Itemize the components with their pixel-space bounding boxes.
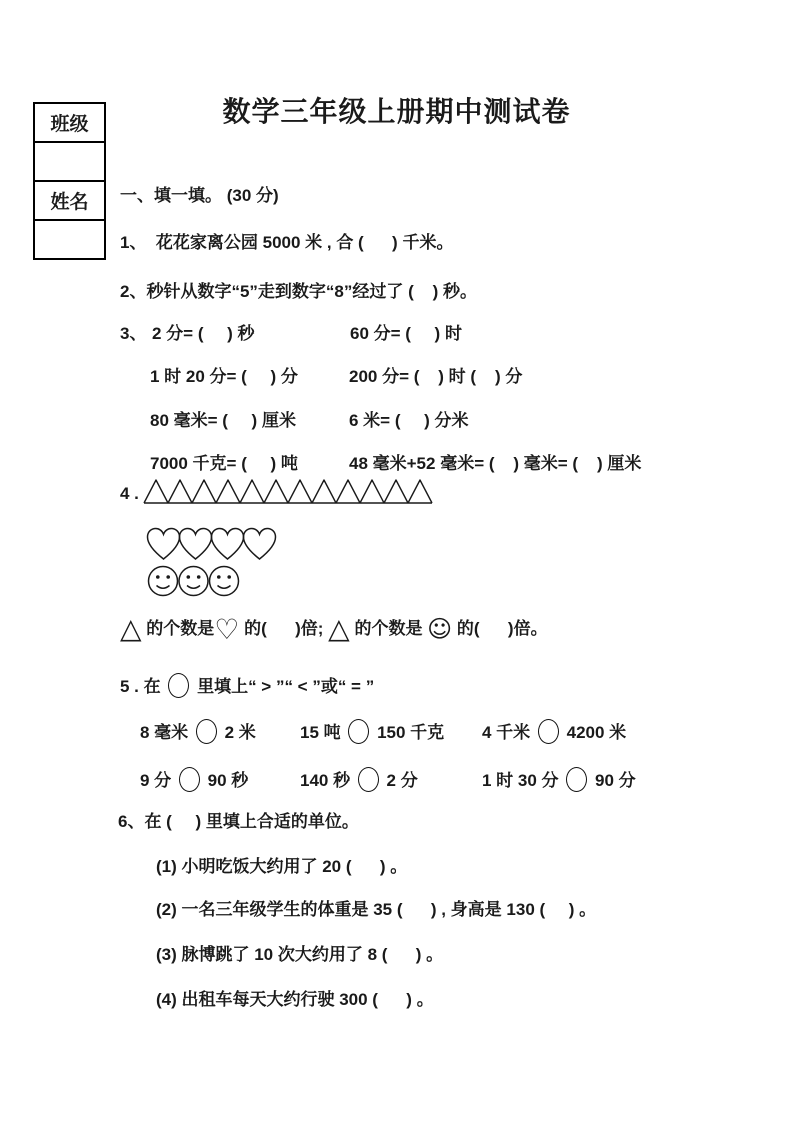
q5-comparison bbox=[140, 767, 300, 794]
q3-conversion: 60 分= ( ) 时 bbox=[350, 324, 462, 343]
circle-icon bbox=[168, 673, 189, 698]
q3-conversion: 7000 千克= ( ) 吨 bbox=[150, 454, 298, 473]
triangle-row bbox=[143, 478, 433, 505]
heart-row bbox=[145, 526, 280, 562]
circle-icon bbox=[179, 767, 200, 792]
heart-icon: ♡ bbox=[214, 613, 240, 646]
text-run: 8 毫米 bbox=[140, 723, 193, 742]
smiley-icon: ☺ bbox=[427, 615, 453, 643]
name-input-cell[interactable] bbox=[35, 221, 104, 258]
question-6-item-4: (4) 出租车每天大约行驶 300 ( ) 。 bbox=[156, 990, 434, 1009]
triangle-zigzag-icon bbox=[143, 478, 433, 505]
circle-icon bbox=[566, 767, 587, 792]
question-6-heading: 6、在 ( ) 里填上合适的单位。 bbox=[118, 812, 359, 831]
q5-comparison bbox=[140, 719, 300, 746]
q3-conversion: 1 时 20 分= ( ) 分 bbox=[150, 367, 298, 386]
test-content bbox=[95, 178, 767, 1034]
text-run: 5 . 在 bbox=[120, 677, 166, 696]
smiley-face-icon bbox=[147, 565, 241, 598]
text-run: 4200 米 bbox=[561, 723, 627, 742]
triangle-icon: △ bbox=[120, 612, 142, 645]
question-3-label: 3、 bbox=[120, 324, 147, 343]
heart-outline-icon bbox=[145, 526, 280, 562]
text-run: 15 吨 bbox=[300, 723, 346, 742]
q3-conversion: 2 分= ( ) 秒 bbox=[152, 324, 255, 343]
question-6-item-1: (1) 小明吃饭大约用了 20 ( ) 。 bbox=[156, 857, 408, 876]
text-run: 的个数是 bbox=[141, 619, 215, 638]
question-3-row-4 bbox=[95, 453, 767, 475]
question-3-row-1 bbox=[95, 323, 767, 345]
page-title: 数学三年级上册期中测试卷 bbox=[222, 96, 571, 127]
q3-conversion: 80 毫米= ( ) 厘米 bbox=[150, 411, 296, 430]
q5-comparison bbox=[482, 719, 626, 746]
text-run: 9 分 bbox=[140, 771, 176, 790]
q5-comparison bbox=[300, 767, 482, 794]
circle-icon bbox=[348, 719, 369, 744]
smiley-row bbox=[147, 565, 241, 598]
q5-comparison bbox=[300, 719, 482, 746]
text-run: 90 分 bbox=[590, 771, 636, 790]
question-3-row-2 bbox=[95, 366, 767, 388]
section-one-heading: 一、填一填。 (30 分) bbox=[120, 186, 279, 205]
question-2: 2、秒针从数字“5”走到数字“8”经过了 ( ) 秒。 bbox=[120, 282, 478, 301]
question-6-item-2: (2) 一名三年级学生的体重是 35 ( ) , 身高是 130 ( ) 。 bbox=[156, 900, 597, 919]
name-label-cell: 姓名 bbox=[35, 182, 104, 221]
q3-conversion: 6 米= ( ) 分米 bbox=[349, 411, 469, 430]
text-run: 的( )倍; bbox=[239, 619, 329, 638]
text-run: 140 秒 bbox=[300, 771, 355, 790]
question-6-item-3: (3) 脉博跳了 10 次大约用了 8 ( ) 。 bbox=[156, 945, 444, 964]
circle-icon bbox=[538, 719, 559, 744]
question-5-row-1 bbox=[95, 719, 767, 746]
smiley-row-line bbox=[95, 565, 767, 598]
class-input-cell[interactable] bbox=[35, 143, 104, 182]
text-run: 的( )倍。 bbox=[452, 619, 548, 638]
question-3-row-3 bbox=[95, 410, 767, 432]
class-label-cell: 班级 bbox=[35, 104, 104, 143]
triangle-icon: △ bbox=[328, 612, 350, 645]
heart-row-line bbox=[95, 526, 767, 562]
q3-conversion: 48 毫米+52 毫米= ( ) 毫米= ( ) 厘米 bbox=[349, 454, 642, 473]
circle-icon bbox=[358, 767, 379, 792]
question-5-heading bbox=[95, 673, 767, 700]
question-4-triangle-line bbox=[95, 478, 767, 505]
text-run: 150 千克 bbox=[372, 723, 445, 742]
circle-icon bbox=[196, 719, 217, 744]
text-run: 2 米 bbox=[219, 723, 256, 742]
text-run: 90 秒 bbox=[202, 771, 249, 790]
text-run: 的个数是 bbox=[349, 619, 428, 638]
q5-comparison bbox=[482, 767, 636, 794]
text-run: 4 千米 bbox=[482, 723, 535, 742]
text-run: 1 时 30 分 bbox=[482, 771, 564, 790]
text-run: 2 分 bbox=[381, 771, 418, 790]
question-5-row-2 bbox=[95, 767, 767, 794]
q3-conversion: 200 分= ( ) 时 ( ) 分 bbox=[349, 367, 523, 386]
question-4-label: 4 . bbox=[120, 484, 139, 503]
text-run: 里填上“ > ”“ < ”或“ = ” bbox=[192, 677, 375, 696]
question-4-answer-line bbox=[95, 613, 767, 645]
question-1: 1、 花花家离公园 5000 米 , 合 ( ) 千米。 bbox=[120, 233, 454, 252]
